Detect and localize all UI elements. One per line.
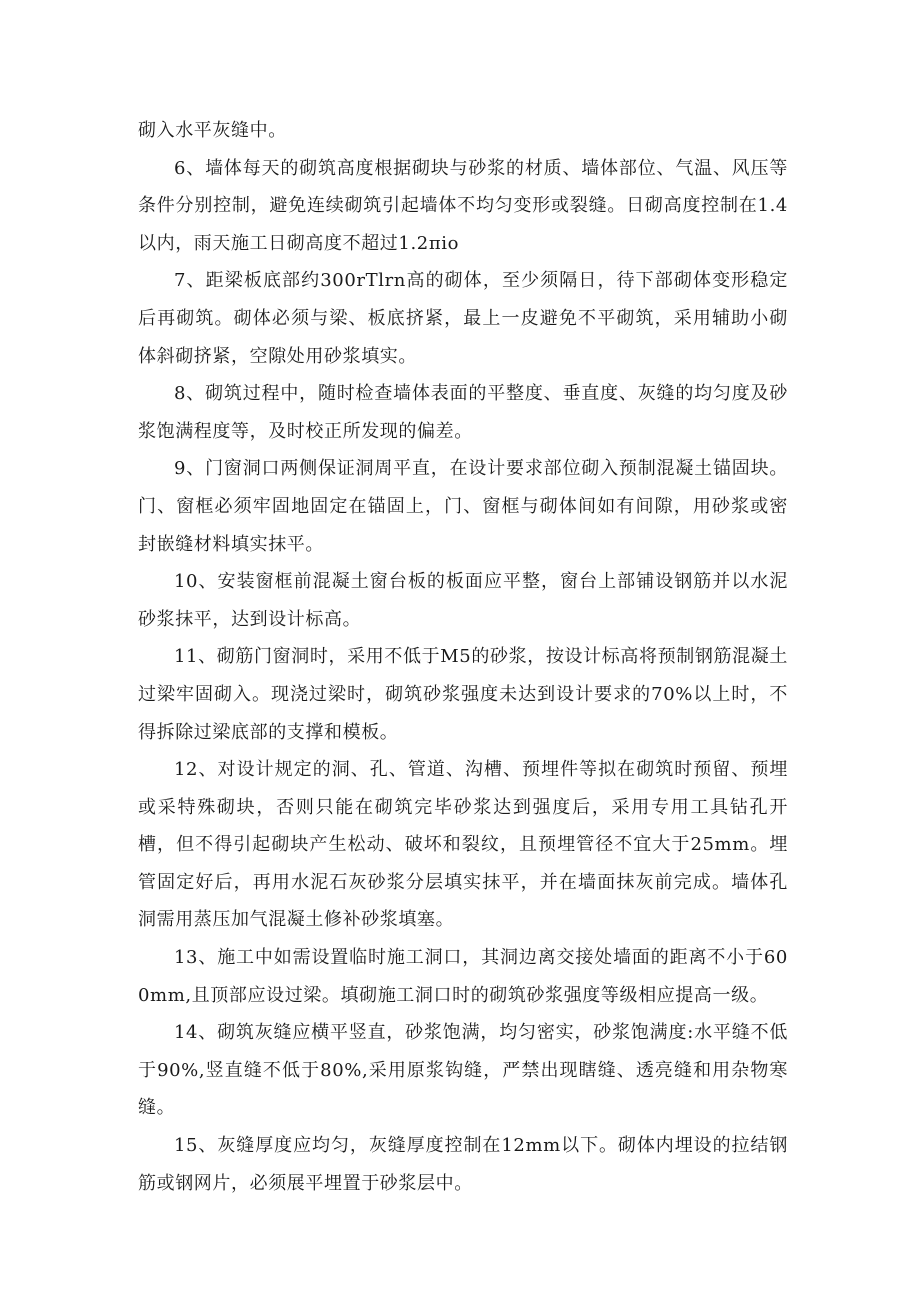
paragraph-item-11: 11、砌筋门窗洞时，采用不低于M5的砂浆，按设计标高将预制钢筋混凝土过梁牢固砌入。现浇过梁时，砌筑砂浆强度未达到设计要求的70%以上时，不得拆除过梁底部的支撑和模板。 <box>138 646 788 743</box>
paragraph-item-7: 7、距梁板底部约300rTlrn高的砌体，至少须隔日，待下部砌体变形稳定后再砌筑。砌体必须与梁、板底挤紧，最上一皮避免不平砌筑，采用辅助小砌体斜砌挤紧，空隙处用砂浆填实。 <box>138 270 788 367</box>
paragraph-item-10: 10、安装窗框前混凝土窗台板的板面应平整，窗台上部铺设钢筋并以水泥砂浆抹平，达到设计标高。 <box>138 571 788 630</box>
paragraph-item-12: 12、对设计规定的洞、孔、管道、沟槽、预埋件等拟在砌筑时预留、预埋或采特殊砌块，否则只能在砌筑完毕砂浆达到强度后，采用专用工具钻孔开槽，但不得引起砌块产生松动、破坏和裂纹，且预埋管径不宜大于25mm。埋管固定好后，再用水泥石灰砂浆分层填实抹平，并在墙面抹灰前完成。墙体孔洞需用蒸压加气混凝土修补砂浆填塞。 <box>138 759 788 931</box>
paragraph-item-13: 13、施工中如需设置临时施工洞口，其洞边离交接处墙面的距离不小于600mm,且顶部应设过梁。填砌施工洞口时的砌筑砂浆强度等级相应提高一级。 <box>138 947 788 1006</box>
paragraph-item-6: 6、墙体每天的砌筑高度根据砌块与砂浆的材质、墙体部位、气温、风压等条件分别控制，避免连续砌筑引起墙体不均匀变形或裂缝。日砌高度控制在1.4以内，雨天施工日砌高度不超过1.2πio <box>138 157 788 254</box>
paragraph-item-8: 8、砌筑过程中，随时检查墙体表面的平整度、垂直度、灰缝的均匀度及砂浆饱满程度等，及时校正所发现的偏差。 <box>138 383 788 442</box>
paragraph-continuation: 砌入水平灰缝中。 <box>138 120 287 141</box>
paragraph-item-14: 14、砌筑灰缝应横平竖直，砂浆饱满，均匀密实，砂浆饱满度:水平缝不低于90%,竖直缝不低于80%,采用原浆钩缝，严禁出现瞎缝、透亮缝和用杂物寒缝。 <box>138 1022 788 1119</box>
paragraph-item-15: 15、灰缝厚度应均匀，灰缝厚度控制在12mm以下。砌体内埋设的拉结钢筋或钢网片，必须展平埋置于砂浆层中。 <box>138 1135 788 1194</box>
paragraph-item-9: 9、门窗洞口两侧保证洞周平直，在设计要求部位砌入预制混凝土锚固块。门、窗框必须牢固地固定在锚固上，门、窗框与砌体间如有间隙，用砂浆或密封嵌缝材料填实抹平。 <box>138 458 788 555</box>
document-body <box>138 112 788 1202</box>
